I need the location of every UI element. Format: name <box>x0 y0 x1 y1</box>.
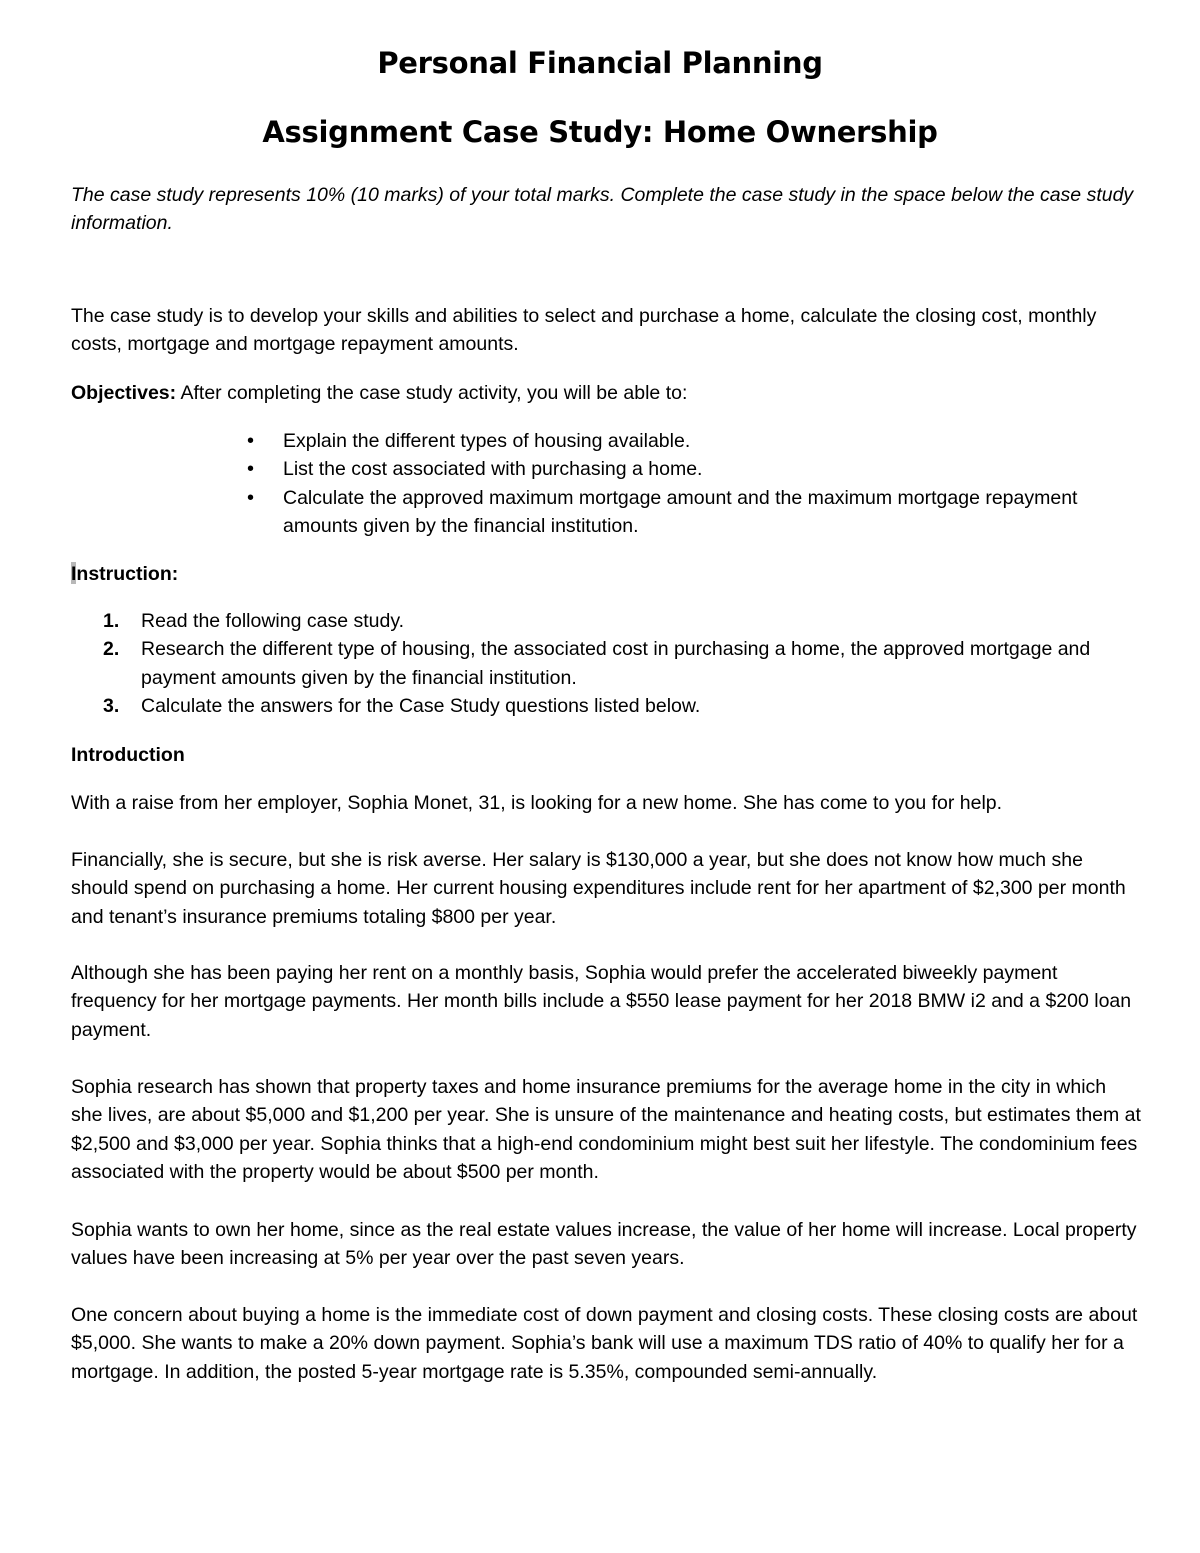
instruction-list <box>103 607 1101 721</box>
intro-paragraph: Although she has been paying her rent on a monthly basis, Sophia would prefer the accelerated biweekly payment frequency for her mortgage payments. Her month bills include a $550 lease payment for her 2018 BMW i2 and a $200 loan payment. <box>71 962 1132 1041</box>
document-subtitle: Assignment Case Study: Home Ownership <box>262 115 938 149</box>
objectives-list <box>283 427 1083 541</box>
intro-paragraph: Sophia wants to own her home, since as the real estate values increase, the value of her home will increase. Local property values have been increasing at 5% per year over the past seven years. <box>71 1219 1137 1270</box>
objectives-text: After completing the case study activity, you will be able to: <box>176 382 688 404</box>
list-item: • Explain the different types of housing available. <box>283 427 1083 455</box>
marks-note: The case study represents 10% (10 marks) of your total marks. Complete the case study in the space below the case study information. <box>71 184 1134 235</box>
purpose-paragraph: The case study is to develop your skills and abilities to select and purchase a home, calculate the closing cost, monthly costs, mortgage and mortgage repayment amounts. <box>71 305 1097 356</box>
intro-paragraph: Financially, she is secure, but she is risk averse. Her salary is $130,000 a year, but she does not know how much she should spend on purchasing a home. Her current housing expenditures include rent for her apartment of $2,300 per month and tenant’s insurance premiums totaling $800 per year. <box>71 849 1126 928</box>
intro-paragraph: With a raise from her employer, Sophia Monet, 31, is looking for a new home. She has come to you for help. <box>71 792 1003 814</box>
list-item: 2. Research the different type of housing, the associated cost in purchasing a home, the approved mortgage and payment amounts given by the financial institution. <box>103 638 1091 689</box>
intro-paragraph: Sophia research has shown that property taxes and home insurance premiums for the average home in the city in which she lives, are about $5,000 and $1,200 per year. She is unsure of the maintenance and heating costs, but estimates them at $2,500 and $3,000 per year. Sophia thinks that a high-end condominium might best suit her lifestyle. The condominium fees associated with the property would be about $500 per month. <box>71 1076 1141 1184</box>
list-item: • Calculate the approved maximum mortgage amount and the maximum mortgage repayment amounts given by the financial institution. <box>283 484 1083 541</box>
document-title: Personal Financial Planning <box>377 46 823 80</box>
intro-paragraph: One concern about buying a home is the immediate cost of down payment and closing costs. These closing costs are about $5,000. She wants to make a 20% down payment. Sophia’s bank will use a maximum TDS ratio of 40% to qualify her for a mortgage. In addition, the posted 5-year mortgage rate is 5.35%, compounded semi-annually. <box>71 1304 1138 1383</box>
list-item: 1. Read the following case study. <box>103 610 405 632</box>
list-item: 3. Calculate the answers for the Case Study questions listed below. <box>103 695 701 718</box>
introduction-heading: Introduction <box>71 744 185 766</box>
list-item: • List the cost associated with purchasing a home. <box>283 455 1083 483</box>
objectives-paragraph <box>71 379 1141 407</box>
instruction-heading: Instruction: <box>71 563 179 585</box>
objectives-label: Objectives: <box>71 382 177 404</box>
